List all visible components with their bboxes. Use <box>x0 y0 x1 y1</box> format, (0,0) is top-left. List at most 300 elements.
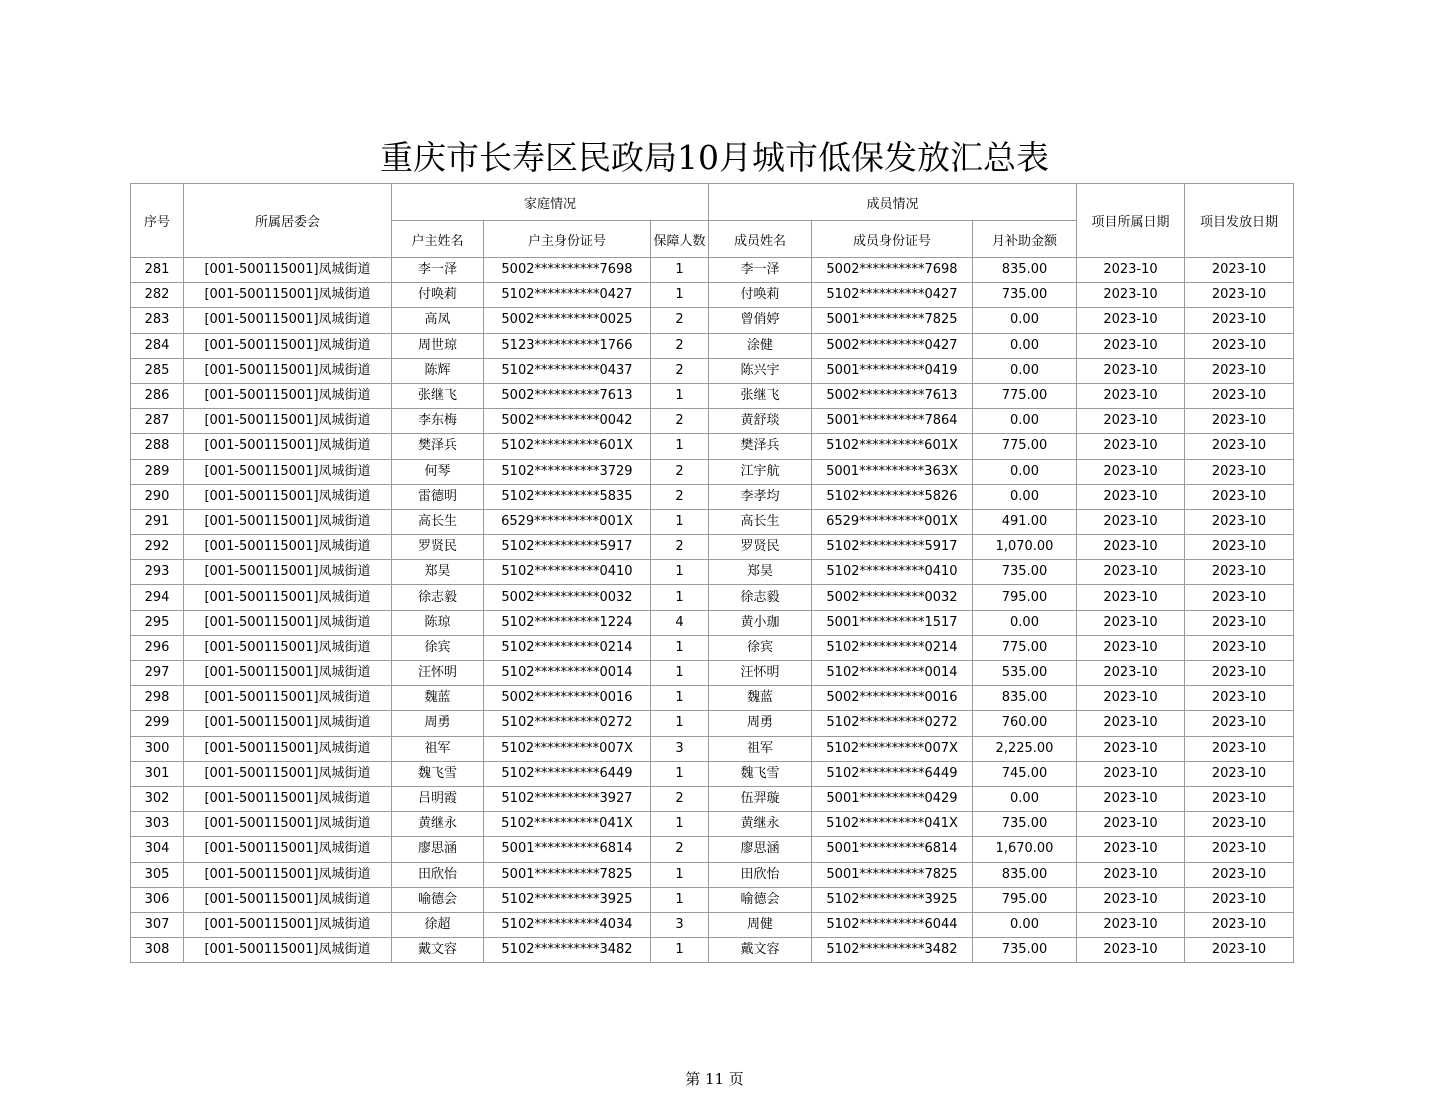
cell-issue-date: 2023-10 <box>1185 610 1294 635</box>
cell-member-name: 郑昊 <box>709 560 812 585</box>
cell-subsidy: 0.00 <box>973 786 1077 811</box>
cell-count: 1 <box>651 283 709 308</box>
table-row <box>131 509 1294 534</box>
cell-count: 2 <box>651 333 709 358</box>
cell-member-id: 5102**********5917 <box>812 535 973 560</box>
cell-head-id: 5002**********7613 <box>484 383 651 408</box>
cell-member-name: 喻德会 <box>709 887 812 912</box>
cell-subsidy: 835.00 <box>973 258 1077 283</box>
cell-committee: [001-500115001]凤城街道 <box>184 661 392 686</box>
table-row <box>131 484 1294 509</box>
table-row <box>131 308 1294 333</box>
cell-subsidy: 0.00 <box>973 409 1077 434</box>
cell-count: 1 <box>651 887 709 912</box>
cell-head-name: 樊泽兵 <box>392 434 484 459</box>
cell-member-name: 周勇 <box>709 711 812 736</box>
cell-head-name: 罗贤民 <box>392 535 484 560</box>
cell-head-id: 5002**********0016 <box>484 686 651 711</box>
cell-seq: 290 <box>131 484 184 509</box>
cell-issue-date: 2023-10 <box>1185 434 1294 459</box>
cell-member-name: 田欣怡 <box>709 862 812 887</box>
cell-seq: 293 <box>131 560 184 585</box>
cell-subsidy: 735.00 <box>973 812 1077 837</box>
cell-count: 1 <box>651 585 709 610</box>
table-row <box>131 585 1294 610</box>
cell-issue-date: 2023-10 <box>1185 484 1294 509</box>
table-row <box>131 837 1294 862</box>
cell-committee: [001-500115001]凤城街道 <box>184 585 392 610</box>
cell-project-date: 2023-10 <box>1077 812 1185 837</box>
cell-member-name: 周健 <box>709 912 812 937</box>
header-head-name: 户主姓名 <box>392 221 484 258</box>
cell-seq: 304 <box>131 837 184 862</box>
cell-seq: 294 <box>131 585 184 610</box>
cell-subsidy: 0.00 <box>973 308 1077 333</box>
cell-head-id: 5102**********601X <box>484 434 651 459</box>
cell-member-id: 5102**********0427 <box>812 283 973 308</box>
cell-count: 1 <box>651 560 709 585</box>
cell-member-name: 江宇航 <box>709 459 812 484</box>
cell-project-date: 2023-10 <box>1077 434 1185 459</box>
cell-head-id: 5102**********5835 <box>484 484 651 509</box>
cell-seq: 305 <box>131 862 184 887</box>
cell-seq: 289 <box>131 459 184 484</box>
cell-member-id: 5001**********7825 <box>812 308 973 333</box>
table-row <box>131 736 1294 761</box>
page-number: 第 11 页 <box>685 1070 744 1088</box>
cell-project-date: 2023-10 <box>1077 837 1185 862</box>
cell-project-date: 2023-10 <box>1077 761 1185 786</box>
table-row <box>131 333 1294 358</box>
cell-member-id: 5102**********6044 <box>812 912 973 937</box>
cell-committee: [001-500115001]凤城街道 <box>184 308 392 333</box>
cell-subsidy: 0.00 <box>973 610 1077 635</box>
cell-project-date: 2023-10 <box>1077 938 1185 963</box>
cell-issue-date: 2023-10 <box>1185 308 1294 333</box>
cell-seq: 292 <box>131 535 184 560</box>
cell-count: 2 <box>651 786 709 811</box>
cell-count: 1 <box>651 258 709 283</box>
table-row <box>131 535 1294 560</box>
cell-subsidy: 1,070.00 <box>973 535 1077 560</box>
cell-head-name: 徐超 <box>392 912 484 937</box>
cell-member-name: 戴文容 <box>709 938 812 963</box>
cell-member-id: 5102**********3482 <box>812 938 973 963</box>
cell-seq: 301 <box>131 761 184 786</box>
cell-member-id: 5102**********0214 <box>812 635 973 660</box>
cell-project-date: 2023-10 <box>1077 383 1185 408</box>
table-header <box>131 184 1294 258</box>
cell-subsidy: 0.00 <box>973 912 1077 937</box>
table-row <box>131 560 1294 585</box>
cell-issue-date: 2023-10 <box>1185 887 1294 912</box>
cell-committee: [001-500115001]凤城街道 <box>184 635 392 660</box>
cell-project-date: 2023-10 <box>1077 862 1185 887</box>
cell-committee: [001-500115001]凤城街道 <box>184 862 392 887</box>
cell-head-id: 5102**********041X <box>484 812 651 837</box>
cell-project-date: 2023-10 <box>1077 736 1185 761</box>
cell-head-id: 5102**********4034 <box>484 912 651 937</box>
cell-member-id: 5102**********3925 <box>812 887 973 912</box>
cell-issue-date: 2023-10 <box>1185 938 1294 963</box>
cell-committee: [001-500115001]凤城街道 <box>184 459 392 484</box>
page-title: 重庆市长寿区民政局10月城市低保发放汇总表 <box>380 138 1049 177</box>
cell-member-name: 徐宾 <box>709 635 812 660</box>
cell-head-name: 喻德会 <box>392 887 484 912</box>
cell-head-id: 5002**********7698 <box>484 258 651 283</box>
cell-seq: 306 <box>131 887 184 912</box>
cell-subsidy: 760.00 <box>973 711 1077 736</box>
cell-count: 3 <box>651 912 709 937</box>
cell-member-id: 5001**********7864 <box>812 409 973 434</box>
cell-head-name: 汪怀明 <box>392 661 484 686</box>
header-committee: 所属居委会 <box>184 184 392 258</box>
cell-project-date: 2023-10 <box>1077 509 1185 534</box>
cell-member-id: 5102**********0014 <box>812 661 973 686</box>
cell-subsidy: 775.00 <box>973 383 1077 408</box>
cell-issue-date: 2023-10 <box>1185 560 1294 585</box>
cell-head-id: 5102**********3482 <box>484 938 651 963</box>
cell-member-id: 5102**********007X <box>812 736 973 761</box>
cell-head-id: 5102**********0427 <box>484 283 651 308</box>
cell-committee: [001-500115001]凤城街道 <box>184 484 392 509</box>
cell-seq: 300 <box>131 736 184 761</box>
cell-issue-date: 2023-10 <box>1185 635 1294 660</box>
cell-project-date: 2023-10 <box>1077 912 1185 937</box>
cell-head-name: 祖军 <box>392 736 484 761</box>
cell-count: 2 <box>651 459 709 484</box>
cell-committee: [001-500115001]凤城街道 <box>184 283 392 308</box>
cell-member-name: 廖思涵 <box>709 837 812 862</box>
header-project-date: 项目所属日期 <box>1077 184 1185 258</box>
cell-member-id: 5102**********6449 <box>812 761 973 786</box>
table-row <box>131 912 1294 937</box>
cell-committee: [001-500115001]凤城街道 <box>184 887 392 912</box>
cell-member-name: 涂健 <box>709 333 812 358</box>
cell-seq: 295 <box>131 610 184 635</box>
cell-head-id: 5102**********3729 <box>484 459 651 484</box>
cell-member-id: 5002**********0427 <box>812 333 973 358</box>
cell-committee: [001-500115001]凤城街道 <box>184 812 392 837</box>
cell-count: 2 <box>651 535 709 560</box>
cell-subsidy: 795.00 <box>973 585 1077 610</box>
cell-head-name: 雷德明 <box>392 484 484 509</box>
header-member-id: 成员身份证号 <box>812 221 973 258</box>
cell-subsidy: 835.00 <box>973 862 1077 887</box>
table-row <box>131 686 1294 711</box>
cell-issue-date: 2023-10 <box>1185 459 1294 484</box>
cell-member-name: 李孝均 <box>709 484 812 509</box>
table-row <box>131 862 1294 887</box>
cell-head-id: 5102**********3927 <box>484 786 651 811</box>
cell-project-date: 2023-10 <box>1077 308 1185 333</box>
cell-subsidy: 735.00 <box>973 283 1077 308</box>
cell-member-id: 6529**********001X <box>812 509 973 534</box>
cell-issue-date: 2023-10 <box>1185 686 1294 711</box>
cell-head-id: 5102**********0214 <box>484 635 651 660</box>
cell-issue-date: 2023-10 <box>1185 711 1294 736</box>
cell-head-id: 6529**********001X <box>484 509 651 534</box>
cell-committee: [001-500115001]凤城街道 <box>184 711 392 736</box>
table-row <box>131 610 1294 635</box>
cell-member-name: 黄小珈 <box>709 610 812 635</box>
table-row <box>131 938 1294 963</box>
cell-issue-date: 2023-10 <box>1185 283 1294 308</box>
cell-subsidy: 0.00 <box>973 333 1077 358</box>
cell-member-id: 5001**********0419 <box>812 358 973 383</box>
cell-member-id: 5102**********0410 <box>812 560 973 585</box>
cell-subsidy: 1,670.00 <box>973 837 1077 862</box>
cell-member-name: 黄舒琰 <box>709 409 812 434</box>
cell-issue-date: 2023-10 <box>1185 358 1294 383</box>
table-row <box>131 761 1294 786</box>
cell-seq: 281 <box>131 258 184 283</box>
cell-seq: 298 <box>131 686 184 711</box>
cell-head-id: 5001**********6814 <box>484 837 651 862</box>
cell-head-id: 5002**********0042 <box>484 409 651 434</box>
cell-member-name: 祖军 <box>709 736 812 761</box>
cell-project-date: 2023-10 <box>1077 535 1185 560</box>
cell-seq: 288 <box>131 434 184 459</box>
cell-head-name: 魏蓝 <box>392 686 484 711</box>
cell-subsidy: 775.00 <box>973 635 1077 660</box>
cell-member-name: 伍羿璇 <box>709 786 812 811</box>
cell-member-name: 高长生 <box>709 509 812 534</box>
cell-member-id: 5001**********1517 <box>812 610 973 635</box>
table-row <box>131 812 1294 837</box>
cell-member-name: 罗贤民 <box>709 535 812 560</box>
cell-committee: [001-500115001]凤城街道 <box>184 761 392 786</box>
cell-count: 1 <box>651 812 709 837</box>
cell-count: 2 <box>651 484 709 509</box>
cell-issue-date: 2023-10 <box>1185 585 1294 610</box>
cell-head-name: 高凤 <box>392 308 484 333</box>
cell-seq: 296 <box>131 635 184 660</box>
cell-head-name: 魏飞雪 <box>392 761 484 786</box>
cell-head-name: 周世琼 <box>392 333 484 358</box>
cell-member-name: 魏蓝 <box>709 686 812 711</box>
cell-seq: 299 <box>131 711 184 736</box>
cell-issue-date: 2023-10 <box>1185 383 1294 408</box>
cell-member-name: 李一泽 <box>709 258 812 283</box>
cell-project-date: 2023-10 <box>1077 711 1185 736</box>
cell-project-date: 2023-10 <box>1077 484 1185 509</box>
cell-count: 4 <box>651 610 709 635</box>
cell-issue-date: 2023-10 <box>1185 258 1294 283</box>
cell-member-name: 付唤莉 <box>709 283 812 308</box>
cell-head-name: 高长生 <box>392 509 484 534</box>
cell-head-name: 郑昊 <box>392 560 484 585</box>
cell-project-date: 2023-10 <box>1077 258 1185 283</box>
cell-seq: 283 <box>131 308 184 333</box>
header-member-group: 成员情况 <box>709 184 1077 221</box>
cell-seq: 303 <box>131 812 184 837</box>
cell-issue-date: 2023-10 <box>1185 912 1294 937</box>
table-row <box>131 409 1294 434</box>
cell-count: 1 <box>651 761 709 786</box>
header-head-id: 户主身份证号 <box>484 221 651 258</box>
cell-head-name: 陈辉 <box>392 358 484 383</box>
cell-head-id: 5102**********5917 <box>484 535 651 560</box>
cell-count: 1 <box>651 862 709 887</box>
cell-count: 1 <box>651 661 709 686</box>
cell-issue-date: 2023-10 <box>1185 736 1294 761</box>
cell-project-date: 2023-10 <box>1077 283 1185 308</box>
cell-head-id: 5102**********0437 <box>484 358 651 383</box>
cell-head-name: 吕明霞 <box>392 786 484 811</box>
cell-count: 2 <box>651 837 709 862</box>
cell-count: 1 <box>651 686 709 711</box>
header-subsidy: 月补助金额 <box>973 221 1077 258</box>
cell-project-date: 2023-10 <box>1077 358 1185 383</box>
table-row <box>131 383 1294 408</box>
table-row <box>131 258 1294 283</box>
cell-head-name: 戴文容 <box>392 938 484 963</box>
cell-committee: [001-500115001]凤城街道 <box>184 786 392 811</box>
cell-project-date: 2023-10 <box>1077 686 1185 711</box>
cell-member-name: 徐志毅 <box>709 585 812 610</box>
cell-issue-date: 2023-10 <box>1185 409 1294 434</box>
cell-member-id: 5002**********0016 <box>812 686 973 711</box>
table-row <box>131 711 1294 736</box>
cell-committee: [001-500115001]凤城街道 <box>184 434 392 459</box>
cell-member-id: 5001**********7825 <box>812 862 973 887</box>
cell-committee: [001-500115001]凤城街道 <box>184 938 392 963</box>
cell-count: 1 <box>651 938 709 963</box>
cell-member-id: 5001**********363X <box>812 459 973 484</box>
cell-seq: 302 <box>131 786 184 811</box>
cell-issue-date: 2023-10 <box>1185 661 1294 686</box>
cell-head-id: 5102**********007X <box>484 736 651 761</box>
cell-head-name: 何琴 <box>392 459 484 484</box>
cell-project-date: 2023-10 <box>1077 661 1185 686</box>
header-seq: 序号 <box>131 184 184 258</box>
cell-committee: [001-500115001]凤城街道 <box>184 686 392 711</box>
cell-seq: 284 <box>131 333 184 358</box>
cell-subsidy: 0.00 <box>973 358 1077 383</box>
cell-project-date: 2023-10 <box>1077 887 1185 912</box>
cell-count: 1 <box>651 635 709 660</box>
cell-head-name: 陈琼 <box>392 610 484 635</box>
cell-subsidy: 491.00 <box>973 509 1077 534</box>
cell-count: 1 <box>651 383 709 408</box>
cell-head-name: 廖思涵 <box>392 837 484 862</box>
subsidy-table <box>130 183 1294 963</box>
cell-subsidy: 2,225.00 <box>973 736 1077 761</box>
cell-project-date: 2023-10 <box>1077 585 1185 610</box>
cell-head-id: 5001**********7825 <box>484 862 651 887</box>
cell-seq: 308 <box>131 938 184 963</box>
cell-subsidy: 795.00 <box>973 887 1077 912</box>
cell-head-name: 田欣怡 <box>392 862 484 887</box>
cell-project-date: 2023-10 <box>1077 409 1185 434</box>
cell-seq: 285 <box>131 358 184 383</box>
cell-issue-date: 2023-10 <box>1185 333 1294 358</box>
cell-head-name: 李一泽 <box>392 258 484 283</box>
cell-committee: [001-500115001]凤城街道 <box>184 509 392 534</box>
cell-seq: 291 <box>131 509 184 534</box>
cell-member-id: 5102**********0272 <box>812 711 973 736</box>
cell-committee: [001-500115001]凤城街道 <box>184 736 392 761</box>
cell-head-name: 张继飞 <box>392 383 484 408</box>
cell-head-id: 5102**********3925 <box>484 887 651 912</box>
cell-committee: [001-500115001]凤城街道 <box>184 560 392 585</box>
cell-member-id: 5002**********0032 <box>812 585 973 610</box>
header-member-name: 成员姓名 <box>709 221 812 258</box>
cell-head-id: 5002**********0025 <box>484 308 651 333</box>
cell-head-name: 付唤莉 <box>392 283 484 308</box>
cell-seq: 307 <box>131 912 184 937</box>
table-row <box>131 661 1294 686</box>
cell-seq: 282 <box>131 283 184 308</box>
cell-count: 3 <box>651 736 709 761</box>
cell-count: 2 <box>651 409 709 434</box>
cell-member-name: 汪怀明 <box>709 661 812 686</box>
table-row <box>131 283 1294 308</box>
cell-head-id: 5123**********1766 <box>484 333 651 358</box>
cell-member-id: 5001**********0429 <box>812 786 973 811</box>
cell-member-name: 张继飞 <box>709 383 812 408</box>
cell-committee: [001-500115001]凤城街道 <box>184 409 392 434</box>
cell-member-name: 魏飞雪 <box>709 761 812 786</box>
cell-issue-date: 2023-10 <box>1185 535 1294 560</box>
cell-member-id: 5002**********7613 <box>812 383 973 408</box>
cell-project-date: 2023-10 <box>1077 635 1185 660</box>
cell-member-name: 黄继永 <box>709 812 812 837</box>
header-count: 保障人数 <box>651 221 709 258</box>
table-row <box>131 786 1294 811</box>
cell-count: 2 <box>651 358 709 383</box>
cell-issue-date: 2023-10 <box>1185 837 1294 862</box>
table-row <box>131 434 1294 459</box>
cell-subsidy: 735.00 <box>973 560 1077 585</box>
cell-subsidy: 0.00 <box>973 459 1077 484</box>
cell-count: 1 <box>651 711 709 736</box>
cell-project-date: 2023-10 <box>1077 610 1185 635</box>
cell-member-name: 樊泽兵 <box>709 434 812 459</box>
cell-member-name: 陈兴宇 <box>709 358 812 383</box>
cell-member-id: 5002**********7698 <box>812 258 973 283</box>
cell-committee: [001-500115001]凤城街道 <box>184 610 392 635</box>
cell-member-id: 5001**********6814 <box>812 837 973 862</box>
cell-committee: [001-500115001]凤城街道 <box>184 333 392 358</box>
cell-committee: [001-500115001]凤城街道 <box>184 358 392 383</box>
cell-subsidy: 535.00 <box>973 661 1077 686</box>
cell-head-id: 5002**********0032 <box>484 585 651 610</box>
cell-subsidy: 735.00 <box>973 938 1077 963</box>
cell-subsidy: 745.00 <box>973 761 1077 786</box>
cell-project-date: 2023-10 <box>1077 333 1185 358</box>
cell-count: 1 <box>651 434 709 459</box>
cell-member-id: 5102**********601X <box>812 434 973 459</box>
cell-project-date: 2023-10 <box>1077 560 1185 585</box>
table-row <box>131 887 1294 912</box>
cell-issue-date: 2023-10 <box>1185 786 1294 811</box>
table-row <box>131 459 1294 484</box>
cell-committee: [001-500115001]凤城街道 <box>184 535 392 560</box>
cell-subsidy: 835.00 <box>973 686 1077 711</box>
cell-project-date: 2023-10 <box>1077 786 1185 811</box>
cell-seq: 297 <box>131 661 184 686</box>
cell-count: 2 <box>651 308 709 333</box>
table-row <box>131 358 1294 383</box>
cell-committee: [001-500115001]凤城街道 <box>184 912 392 937</box>
table-row <box>131 635 1294 660</box>
cell-issue-date: 2023-10 <box>1185 812 1294 837</box>
cell-issue-date: 2023-10 <box>1185 862 1294 887</box>
cell-seq: 286 <box>131 383 184 408</box>
cell-member-id: 5102**********041X <box>812 812 973 837</box>
